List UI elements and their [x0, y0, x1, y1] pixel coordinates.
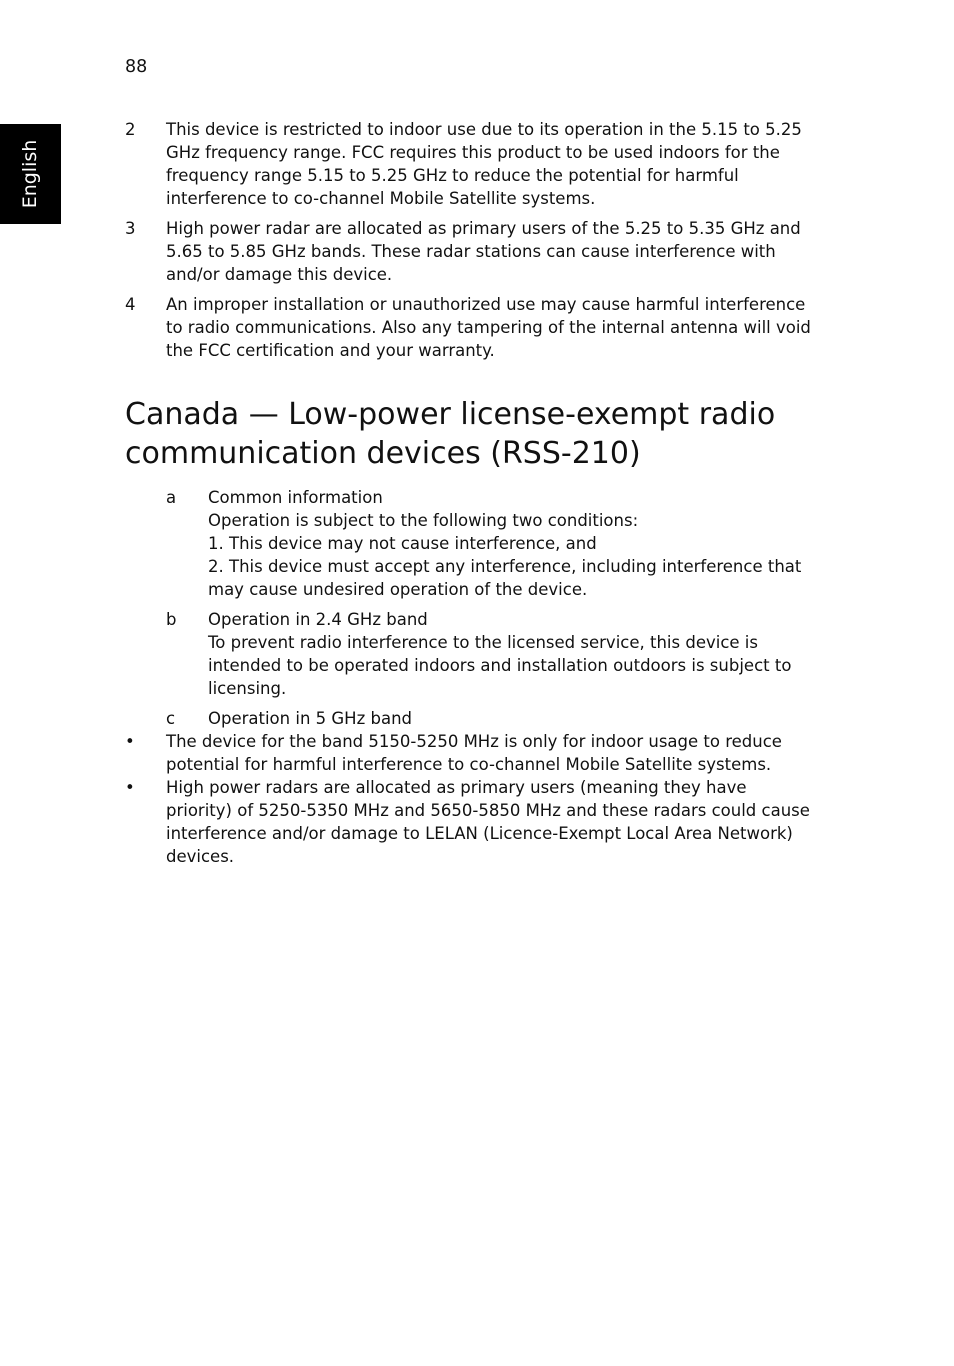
list-item-text: High power radar are allocated as primary users of the 5.25 to 5.35 GHz and 5.65 to 5.85 GHz bands. These radar stations can cause interference with and/or damage this device.	[166, 219, 801, 284]
list-item-letter: a	[166, 488, 177, 507]
numbered-list	[125, 118, 815, 369]
bullet-list	[125, 730, 815, 868]
section-title: Canada — Low-power license-exempt radio communication devices (RSS-210)	[125, 397, 776, 471]
list-item-heading: Operation in 2.4 GHz band	[208, 610, 428, 629]
list-item	[125, 217, 815, 286]
lettered-list	[166, 486, 816, 737]
bullet-text: The device for the band 5150-5250 MHz is only for indoor usage to reduce potential for harmful interference to co-channel Mobile Satellite systems.	[166, 732, 782, 774]
list-item	[125, 118, 815, 210]
language-tab-label: English	[19, 139, 41, 209]
list-item	[166, 707, 816, 730]
bullet-item	[125, 776, 815, 868]
list-item-text: To prevent radio interference to the licensed service, this device is intended to be operated indoors and installation outdoors is subject to licensing.	[208, 633, 792, 698]
list-item-text: An improper installation or unauthorized use may cause harmful interference to radio communications. Also any tampering of the internal antenna will void the FCC certification and your warranty.	[166, 295, 811, 360]
list-item-text: 1. This device may not cause interference, and	[208, 534, 597, 553]
bullet-marker: •	[125, 732, 135, 751]
list-item	[125, 293, 815, 362]
list-item-number: 3	[125, 219, 136, 238]
bullet-marker: •	[125, 778, 135, 797]
list-item-number: 4	[125, 295, 136, 314]
list-item-text: This device is restricted to indoor use due to its operation in the 5.15 to 5.25 GHz frequency range. FCC requires this product to be used indoors for the frequency range 5.15 to 5.25 GHz to reduce the potential for harmful interference to co-channel Mobile Satellite systems.	[166, 120, 802, 208]
list-item-letter: b	[166, 610, 177, 629]
list-item-letter: c	[166, 709, 176, 728]
page-number: 88	[125, 57, 148, 77]
bullet-text: High power radars are allocated as primary users (meaning they have priority) of 5250-5350 MHz and 5650-5850 MHz and these radars could cause interference and/or damage to LELAN (Licence-Exempt Local Area Network) devices.	[166, 778, 810, 866]
list-item-heading: Common information	[208, 488, 383, 507]
list-item-number: 2	[125, 120, 136, 139]
list-item-heading: Operation in 5 GHz band	[208, 709, 413, 728]
language-tab	[0, 124, 61, 224]
list-item-text: Operation is subject to the following two conditions:	[208, 511, 639, 530]
bullet-item	[125, 730, 815, 776]
list-item	[166, 486, 816, 601]
list-item-text: 2. This device must accept any interference, including interference that may cause undesired operation of the device.	[208, 557, 802, 599]
list-item	[166, 608, 816, 700]
